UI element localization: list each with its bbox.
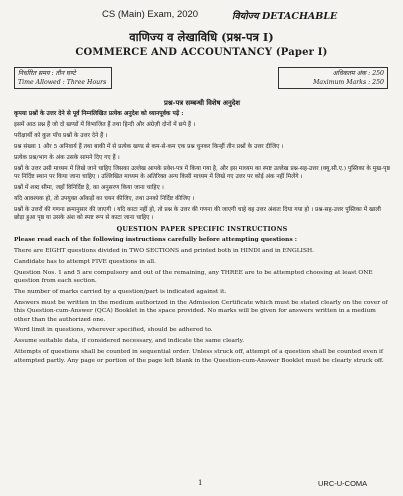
instruction-english: There are EIGHT questions divided in TWO SECTIONS and printed both in HINDI and in ENGLISH. (14, 248, 314, 255)
instruction-hindi: यदि आवश्यक हो, तो उपयुक्त आँकड़ों का चयन कीजिए, तथा उनको निर्दिष्ट कीजिए । (14, 195, 195, 202)
instructions-lead-english: Please read each of the following instructions carefully before attempting questions : (14, 236, 297, 244)
instructions-lead-hindi: कृपया प्रश्नों के उत्तर देने से पूर्व निम्नलिखित प्रत्येक अनुदेश को ध्यानपूर्वक पढ़ें : (14, 110, 184, 118)
paper-code: URC-U-COMA (318, 479, 368, 488)
detachable-label (232, 9, 337, 22)
detachable-english: DETACHABLE (261, 11, 338, 22)
instruction-hindi: प्रश्न संख्या 1 और 5 अनिवार्य हैं तथा बाकी में से प्रत्येक खण्ड से कम-से-कम एक प्रश्न चुनकर किन्हीं तीन प्रश्नों के उत्तर दीजिए । (14, 143, 284, 150)
time-box (14, 67, 112, 89)
time-english: Time Allowed : Three Hours (18, 79, 107, 86)
instruction-english: Attempts of questions shall be counted in sequential order. Unless struck off, attempt of a question shall be counted even if attempted partly. Any page or portion of the page left blank in the Question-cum-Answer Booklet must be clearly struck off. (14, 349, 384, 364)
instruction-hindi: प्रश्नों के उत्तर उसी माध्यम में लिखे जाने चाहिए जिसका उल्लेख आपके प्रवेश-पत्र में किया गया है, और इस माध्यम का स्पष्ट उल्लेख प्रश्न-सह-उत्तर (क्यू.सी.ए.) पुस्तिका के मुख-पृष्ठ पर निर्दिष्ट स्थान पर किया जाना चाहिए । उल्लिखित माध्यम के अतिरिक्त अन्य किसी माध्यम में लिखे गए उत्तर पर कोई अंक नहीं मिलेंगे । (14, 165, 390, 181)
detachable-hindi: वियोज्य (232, 11, 259, 22)
instruction-english: Assume suitable data, if considered necessary, and indicate the same clearly. (14, 338, 245, 345)
instruction-english: Candidate has to attempt FIVE questions in all. (14, 258, 156, 265)
page-footer (0, 479, 403, 491)
instruction-hindi: परीक्षार्थी को कुल पाँच प्रश्नों के उत्तर देने हैं । (14, 133, 108, 140)
paper-title-hindi: वाणिज्य व लेखाविधि (प्रश्न-पत्र I) (129, 30, 274, 44)
instructions-body (14, 99, 390, 367)
marks-hindi: अधिकतम अंक : 250 (332, 70, 384, 77)
time-marks-row (14, 67, 388, 89)
instruction-hindi: प्रत्येक प्रश्न/भाग के अंक उसके सामने दिए गए हैं । (14, 154, 120, 161)
instructions-heading-english: QUESTION PAPER SPECIFIC INSTRUCTIONS (116, 224, 288, 233)
instruction-hindi: प्रश्नों के उत्तरों की गणना क्रमानुसार की जाएगी । यदि काटा नहीं हो, तो प्रश्न के उत्तर की गणना की जाएगी चाहे वह उत्तर अंशतः दिया गया हो । प्रश्न-सह-उत्तर पुस्तिका में खाली छोड़ा हुआ पृष्ठ या उसके अंश को स्पष्ट रूप से काटा जाना चाहिए । (14, 206, 381, 222)
marks-box (278, 67, 388, 89)
paper-title-english: COMMERCE AND ACCOUNTANCY (Paper I) (75, 47, 328, 58)
instruction-english: The number of marks carried by a question/part is indicated against it. (14, 289, 227, 296)
instruction-hindi: प्रश्नों में शब्द सीमा, जहाँ विनिर्दिष्ट है, का अनुसरण किया जाना चाहिए । (14, 184, 164, 191)
page-number: 1 (198, 479, 203, 487)
marks-english: Maximum Marks : 250 (313, 79, 384, 86)
page-header (0, 4, 403, 28)
instruction-english: Answers must be written in the medium authorized in the Admission Certificate which must be stated clearly on the cover of this Question-cum-Answer (QCA) Booklet in the space provided. No marks will be given for answers written in a medium other than the authorized one. (14, 299, 388, 323)
exam-name: CS (Main) Exam, 2020 (102, 9, 199, 20)
instruction-english: Question Nos. 1 and 5 are compulsory and out of the remaining, any THREE are to be attempted choosing at least ONE question from each section. (14, 269, 373, 285)
time-hindi: निर्धारित समय : तीन घण्टे (18, 70, 76, 77)
instruction-hindi: इसमें आठ प्रश्न हैं जो दो खण्डों में विभाजित हैं तथा हिन्दी और अंग्रेज़ी दोनों में छपे हैं । (14, 122, 196, 129)
instructions-heading-hindi: प्रश्न-पत्र सम्बन्धी विशेष अनुदेश (164, 99, 240, 107)
instruction-english: Word limit in questions, wherever specified, should be adhered to. (14, 327, 213, 334)
